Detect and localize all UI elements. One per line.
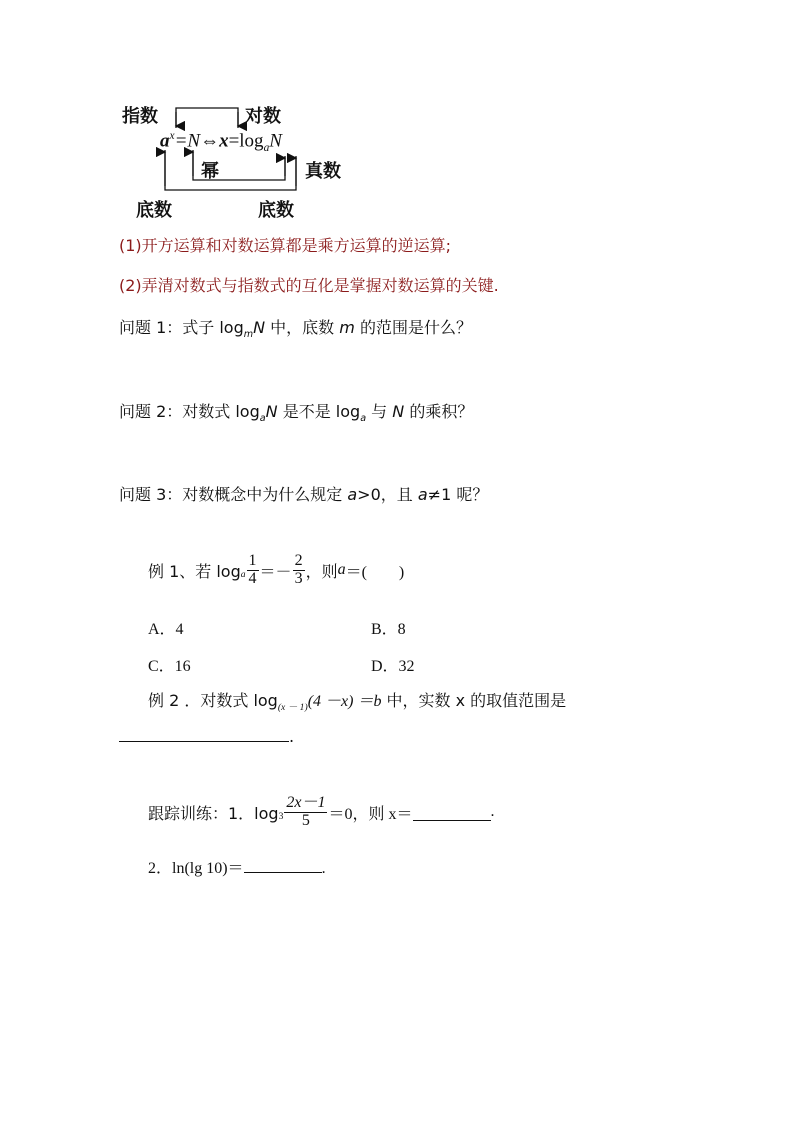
label-duishu: 对数 [245, 106, 281, 127]
relation-diagram-lines [0, 0, 794, 230]
option-a[interactable]: A．4 [148, 621, 184, 638]
label-zhishu: 指数 [122, 106, 158, 127]
answer-blank[interactable] [413, 804, 491, 821]
outer-bracket-line [165, 150, 296, 190]
fraction-two-thirds: $\frac{2}{3}$ [294, 552, 303, 587]
label-zhenshu: 真数 [305, 161, 341, 182]
option-c[interactable]: C．16 [148, 658, 191, 675]
formula-exp-log: $a^x=N\Leftrightarrow x=\log_aN$ [160, 130, 282, 155]
fraction-one-quarter: $\frac{1}{4}$ [248, 552, 257, 587]
answer-blank[interactable] [244, 856, 322, 873]
option-d[interactable]: D．32 [371, 658, 415, 675]
label-dishu-right: 底数 [258, 200, 294, 221]
iff-symbol: ⇔ [200, 130, 220, 152]
top-bracket-line [176, 108, 238, 128]
fraction-2x-minus-1-over-5: $\frac{2x-1}{5}$ [286, 794, 326, 829]
note-2: (2)弄清对数式与指数式的互化是掌握对数运算的关键. [119, 276, 499, 295]
example-2: 例 2 ．对数式 $\log_{(x - 1)}(4 -x) =b$ 中，实数 x 的取值范围是 [148, 691, 567, 714]
label-mi: 幂 [201, 161, 219, 182]
note-1: (1)开方运算和对数运算都是乘方运算的逆运算; [119, 236, 452, 255]
question-1: 问题 1：式子 $\log_mN$ 中，底数 m 的范围是什么？ [119, 318, 472, 341]
option-b[interactable]: B．8 [371, 621, 406, 638]
training-2: 2．ln(lg 10)＝ . [148, 855, 326, 878]
example-2-answer-line[interactable]: . [119, 725, 294, 746]
training-1: 跟踪训练：1．log $_3$ $\frac{2x-1}{5}$ ＝0，则 x＝ . [148, 794, 495, 829]
example-1: 例 1、若 log $_a$ $\frac{1}{4}$ ＝－ $\frac{2}{3}$ ，则 a ＝( ) [148, 552, 405, 587]
label-dishu-left: 底数 [136, 200, 172, 221]
question-2: 问题 2：对数式 $\log_aN$ 是不是 $\log_a$ 与 N 的乘积？ [119, 402, 474, 425]
answer-blank[interactable] [119, 725, 289, 742]
question-3: 问题 3：对数概念中为什么规定 a>0，且 a≠1 呢？ [119, 485, 489, 504]
